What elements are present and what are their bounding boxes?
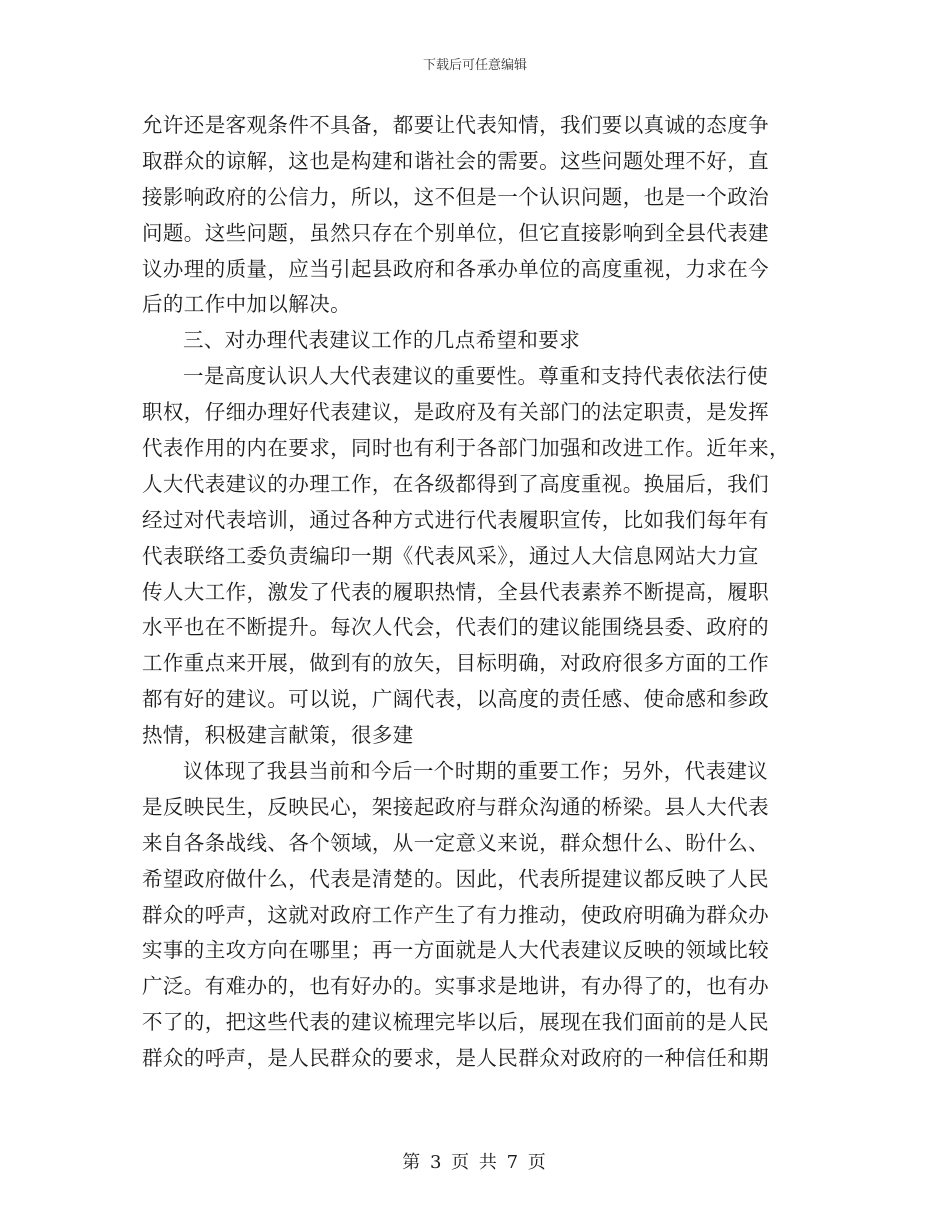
text-line: 是反映民生，反映民心，架接起政府与群众沟通的桥梁。县人大代表 [142,794,769,819]
text-line: 经过对代表培训，通过各种方式进行代表履职宣传，比如我们每年有 [142,507,769,532]
text-line: 广泛。有难办的，也有好办的。实事求是地讲，有办得了的，也有办 [142,974,769,999]
footer-total-pages: 7 [506,1152,521,1173]
text-line: 实事的主攻方向在哪里；再一方面就是人大代表建议反映的领域比较 [142,938,769,963]
text-line: 工作重点来开展，做到有的放矢，目标明确，对政府很多方面的工作 [142,651,769,676]
page-footer [0,1148,950,1174]
footer-suffix: 页 [527,1152,548,1173]
text-line: 一是高度认识人大代表建议的重要性。尊重和支持代表依法行使 [183,364,769,389]
header-note: 下载后可任意编辑 [422,58,527,73]
document-body [142,108,807,1077]
text-line: 职权，仔细办理好代表建议，是政府及有关部门的法定职责，是发挥 [142,400,769,425]
text-line: 人大代表建议的办理工作，在各级都得到了高度重视。换届后，我们 [142,471,769,496]
text-line: 群众的呼声，是人民群众的要求，是人民群众对政府的一种信任和期 [142,1046,769,1071]
text-line: 热情，积极建言献策，很多建 [142,723,414,748]
text-line: 代表联络工委负责编印一期《代表风采》，通过人大信息网站大力宣 [142,543,759,568]
footer-mid: 页 共 [451,1152,499,1173]
text-line: 不了的，把这些代表的建议梳理完毕以后，展现在我们面前的是人民 [142,1010,769,1035]
text-line: 水平也在不断提升。每次人代会，代表们的建议能围绕县委、政府的 [142,615,769,640]
text-line: 允许还是客观条件不具备，都要让代表知情，我们要以真诚的态度争 [142,113,769,137]
text-line: 后的工作中加以解决。 [142,292,351,317]
footer-current-page: 3 [429,1152,444,1173]
text-line: 问题。这些问题，虽然只存在个别单位，但它直接影响到全县代表建 [142,220,769,245]
text-line: 来自各条战线、各个领域，从一定意义来说，群众想什么、盼什么、 [142,830,769,855]
text-line: 群众的呼声，这就对政府工作产生了有力推动，使政府明确为群众办 [142,902,769,927]
text-line: 都有好的建议。可以说，广阔代表，以高度的责任感、使命感和参政 [142,687,769,712]
page-header [0,54,950,73]
text-line: 代表作用的内在要求，同时也有利于各部门加强和改进工作。近年来， [142,436,790,461]
text-line: 接影响政府的公信力，所以，这不但是一个认识问题，也是一个政治 [142,184,769,209]
text-line: 希望政府做什么，代表是清楚的。因此，代表所提建议都反映了人民 [142,866,769,891]
text-line: 议体现了我县当前和今后一个时期的重要工作；另外，代表建议 [183,759,769,784]
text-line: 传人大工作，激发了代表的履职热情，全县代表素养不断提高，履职 [142,579,769,604]
footer-prefix: 第 [402,1152,423,1173]
text-line: 取群众的谅解，这也是构建和谐社会的需要。这些问题处理不好，直 [142,148,769,173]
section-heading: 三、对办理代表建议工作的几点希望和要求 [183,328,581,353]
text-line: 议办理的质量，应当引起县政府和各承办单位的高度重视，力求在今 [142,256,769,281]
